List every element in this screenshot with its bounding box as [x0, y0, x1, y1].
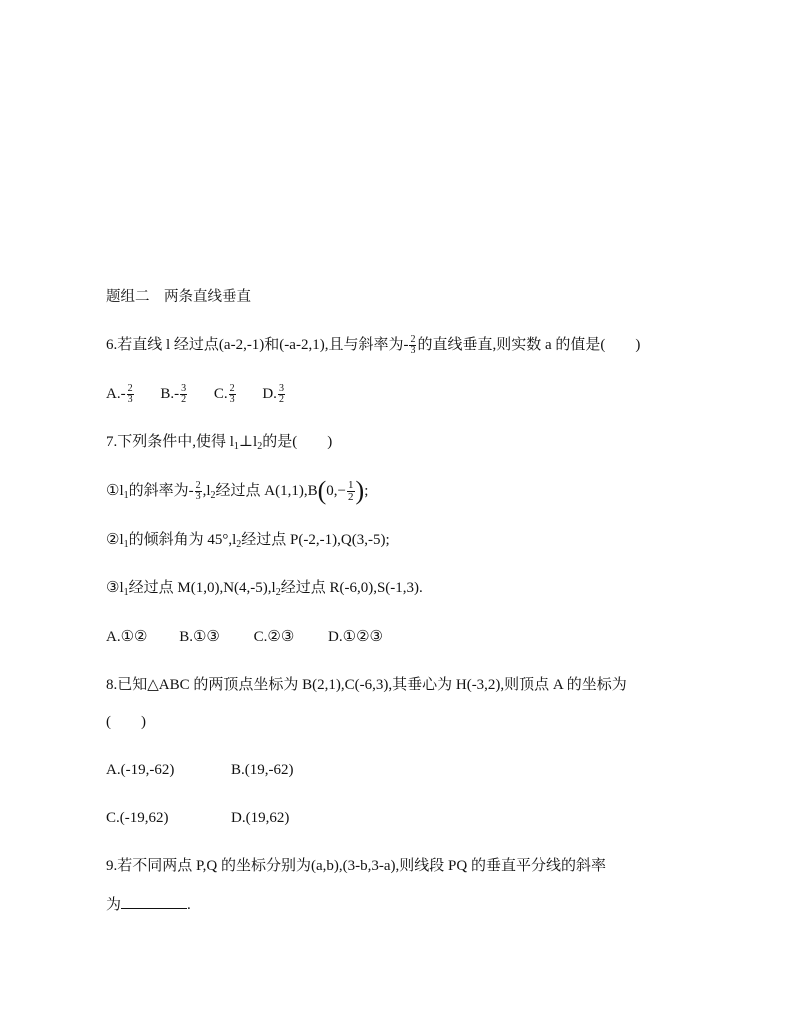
- q8-answer-paren: ( ): [106, 714, 146, 730]
- question-6: [106, 335, 640, 356]
- q7-option-b[interactable]: B.①③: [179, 629, 220, 645]
- q7-condition-3: $③l_1$经过点 $M(1,0),N(4,-5),l_2$经过点 R(-6,0),S(-1,3).: [106, 580, 423, 598]
- question-8: 8.已知△ABC 的两顶点坐标为 B(2,1),C(-6,3),其垂心为 H(-3,2),则顶点 A 的坐标为: [106, 677, 627, 693]
- q8-options-row-1: [106, 760, 294, 780]
- q6-option-d[interactable]: D. $\frac{3}{2}$: [262, 383, 284, 406]
- q6-text-a: 6.若直线 l 经过点(a-2,-1)和(-a-2,1),且与斜率为-: [106, 337, 409, 353]
- q6-fraction: $\frac{2}{3}$: [410, 334, 416, 357]
- q6-option-b[interactable]: B.- $\frac{3}{2}$: [160, 383, 187, 406]
- q7-option-d[interactable]: D.①②③: [328, 629, 383, 645]
- q6-text-b: 的直线垂直,则实数 a 的值是( ): [417, 337, 641, 353]
- q8-option-d[interactable]: D.(19,62): [231, 810, 290, 826]
- q6-option-c[interactable]: C. $\frac{2}{3}$: [213, 383, 235, 406]
- q7-condition-2: $②l_1$的倾斜角为 $45^\circ,l_2$经过点 P(-2,-1),Q(3,-5);: [106, 532, 390, 550]
- q8-option-a[interactable]: A.(-19,-62): [106, 762, 175, 778]
- q7-option-c[interactable]: C.②③: [253, 629, 295, 645]
- q7-options: [106, 627, 383, 647]
- question-9: 9.若不同两点 P,Q 的坐标分别为(a,b),(3-b,3-a),则线段 PQ 的垂直平分线的斜率: [106, 858, 606, 874]
- q6-options: [106, 384, 286, 405]
- q6-option-a[interactable]: A.- $\frac{2}{3}$: [106, 383, 133, 406]
- q9-line-2: 为 .: [106, 894, 191, 915]
- question-7: 7.下列条件中,使得 $l_1\perp l_2$的是( ): [106, 434, 333, 452]
- section-title: 题组二 两条直线垂直: [106, 289, 251, 305]
- q8-options-row-2: [106, 808, 289, 828]
- q7-option-a[interactable]: A.①②: [106, 629, 148, 645]
- q8-option-c[interactable]: C.(-19,62): [106, 810, 169, 826]
- q7-condition-1: $①l_1$的斜率为- $\frac{2}{3}$ $,l_2$经过点 A(1,1),B(0,− $\frac{1}{2}$ );: [106, 475, 369, 505]
- q8-option-b[interactable]: B.(19,-62): [231, 762, 294, 778]
- q9-answer-blank[interactable]: [121, 894, 187, 909]
